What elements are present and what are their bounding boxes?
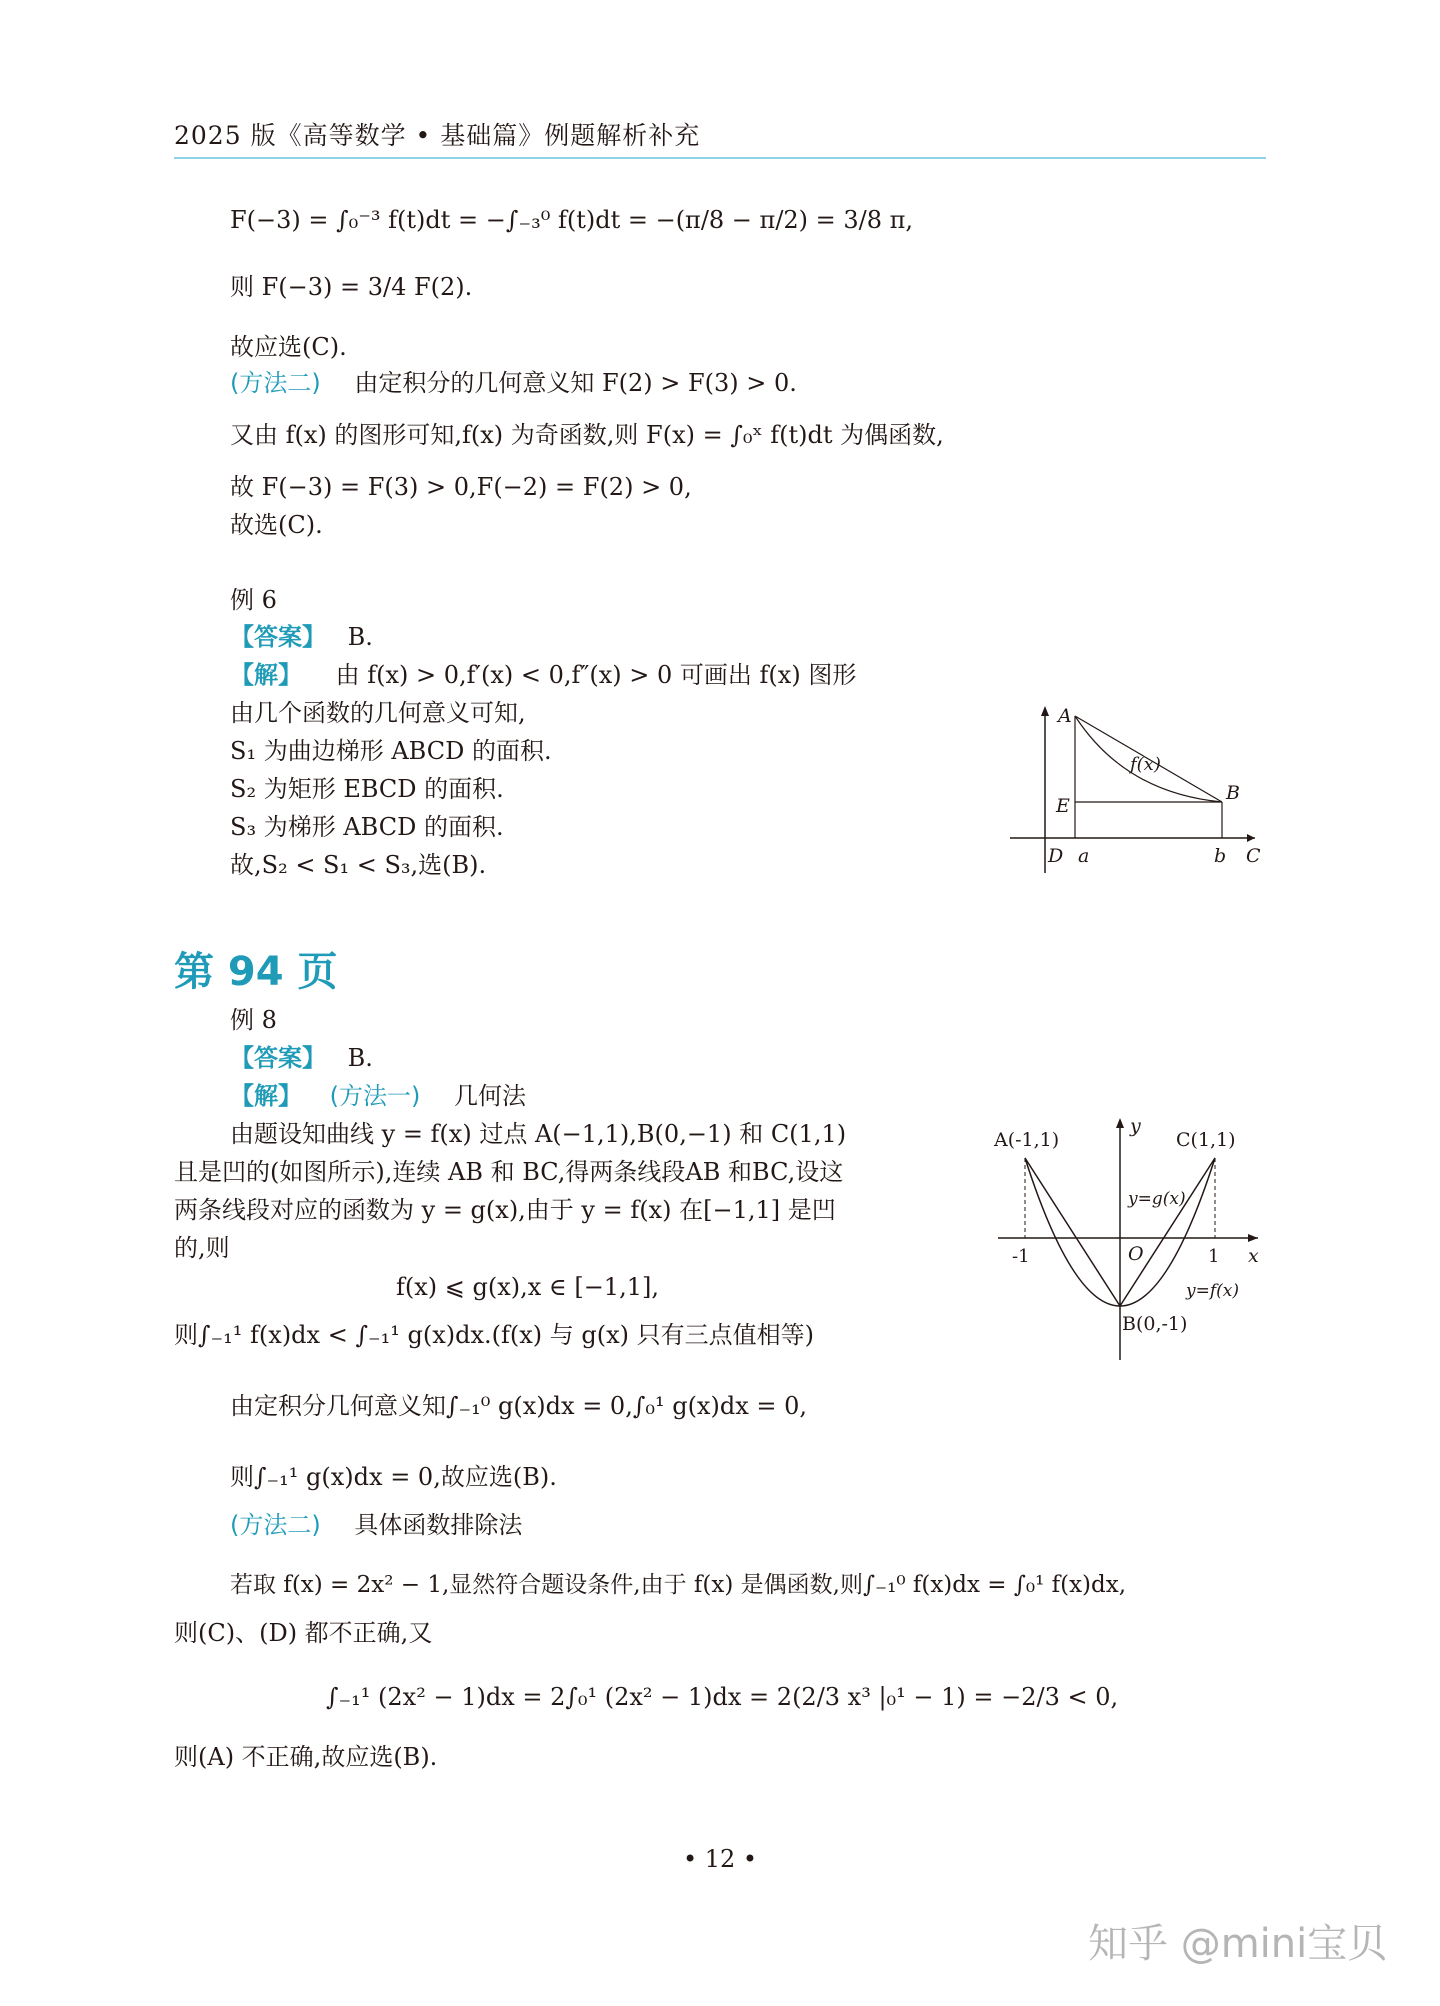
solution-tag: 【解】: [230, 661, 302, 689]
example-6-solution: [230, 658, 856, 692]
label-x: x: [1248, 1245, 1259, 1267]
x-axis-arrow: [1248, 1234, 1258, 1242]
label-C: C: [1246, 845, 1261, 867]
ex8-para-4: 的,则: [174, 1234, 230, 1262]
watermark: 知乎 @mini宝贝: [1088, 1921, 1388, 1967]
y-axis-arrow: [1116, 1118, 1124, 1128]
method-one-name: 几何法: [454, 1082, 527, 1110]
segment-AB: [1025, 1158, 1120, 1306]
odd-function-line: 又由 f(x) 的图形可知,f(x) 为奇函数,则 F(x) = ∫₀ˣ f(t)dt 为偶函数,: [230, 421, 944, 449]
solution-text: 由 f(x) > 0,f′(x) < 0,f″(x) > 0 可画出 f(x) 图形: [335, 661, 857, 689]
ex8-inequality: f(x) ⩽ g(x),x ∈ [−1,1],: [396, 1273, 659, 1301]
example-6-figure: [1000, 698, 1270, 878]
label-C: C(1,1): [1176, 1129, 1236, 1151]
example-8-title: 例 8: [230, 1006, 277, 1034]
ex8-method-two: [230, 1508, 522, 1542]
label-A: A: [1058, 705, 1072, 727]
label-B: B: [1226, 782, 1240, 804]
method-two-tag: (方法二): [230, 369, 321, 397]
ex8-para-1: 由题设知曲线 y = f(x) 过点 A(−1,1),B(0,−1) 和 C(1,1): [230, 1120, 847, 1148]
label-fx: y=f(x): [1186, 1281, 1239, 1301]
ex8-integral-compare: 则∫₋₁¹ f(x)dx < ∫₋₁¹ g(x)dx.(f(x) 与 g(x) 只有三点值相等): [174, 1321, 815, 1349]
ex8-geometric-meaning: 由定积分几何意义知∫₋₁⁰ g(x)dx = 0,∫₀¹ g(x)dx = 0,: [230, 1392, 807, 1420]
ex8-exclude-cd: 则(C)、(D) 都不正确,又: [174, 1619, 433, 1647]
ex8-para-3: 两条线段对应的函数为 y = g(x),由于 y = f(x) 在[−1,1] 是凹: [174, 1196, 836, 1224]
label-E: E: [1056, 795, 1070, 817]
tick-1: 1: [1208, 1246, 1220, 1267]
ex6-line-3: S₁ 为曲边梯形 ABCD 的面积.: [230, 737, 552, 765]
ex6-line-5: S₃ 为梯形 ABCD 的面积.: [230, 813, 504, 841]
method-one-tag: (方法一): [329, 1082, 421, 1110]
method-two-text: 由定积分的几何意义知 F(2) > F(3) > 0.: [354, 369, 797, 397]
answer-tag: 【答案】: [230, 623, 326, 651]
label-fx: f(x): [1130, 754, 1161, 775]
label-A: A(-1,1): [994, 1129, 1060, 1151]
ex8-final-answer: 则(A) 不正确,故应选(B).: [174, 1743, 438, 1771]
ex8-specific-function: 若取 f(x) = 2x² − 1,显然符合题设条件,由于 f(x) 是偶函数,则∫₋₁⁰ f(x)dx = ∫₀¹ f(x)dx,: [230, 1572, 1127, 1598]
example-6-answer: [230, 620, 373, 654]
answer-value: B.: [347, 623, 373, 651]
ex6-line-6: 故,S₂ < S₁ < S₃,选(B).: [230, 851, 487, 879]
y-axis-arrow: [1041, 706, 1049, 716]
header-rule: [174, 157, 1266, 159]
ex8-para-2: 且是凹的(如图所示),连续 AB 和 BC,得两条线段AB 和BC,设这: [174, 1158, 844, 1186]
equation-ratio: 则 F(−3) = 3/4 F(2).: [230, 273, 473, 301]
answer-value: B.: [347, 1044, 373, 1072]
method-two-line: [230, 366, 797, 400]
page-heading: 第 94 页: [174, 949, 338, 995]
equation-F-minus-3: F(−3) = ∫₀⁻³ f(t)dt = −∫₋₃⁰ f(t)dt = −(π/8 − π/2) = 3/8 π,: [230, 206, 914, 234]
ex8-computation: ∫₋₁¹ (2x² − 1)dx = 2∫₀¹ (2x² − 1)dx = 2(2/3 x³ |₀¹ − 1) = −2/3 < 0,: [326, 1683, 1119, 1711]
method-two-tag: (方法二): [230, 1511, 321, 1539]
method-two-name: 具体函数排除法: [354, 1511, 523, 1539]
running-header: 2025 版《高等数学 • 基础篇》例题解析补充: [174, 121, 701, 150]
label-y: y: [1130, 1115, 1141, 1137]
example-8-figure: [990, 1110, 1270, 1370]
label-D: D: [1048, 845, 1064, 867]
label-B: B(0,-1): [1122, 1313, 1188, 1335]
values-line: 故 F(−3) = F(3) > 0,F(−2) = F(2) > 0,: [230, 473, 692, 501]
answer-tag: 【答案】: [230, 1044, 326, 1072]
label-O: O: [1128, 1243, 1144, 1265]
example-8-solution: [230, 1079, 526, 1113]
label-b: b: [1214, 845, 1227, 867]
x-axis-arrow: [1247, 834, 1255, 842]
ex6-line-4: S₂ 为矩形 EBCD 的面积.: [230, 775, 504, 803]
solution-tag: 【解】: [230, 1082, 302, 1110]
tick-minus-1: -1: [1012, 1246, 1030, 1267]
page-number: • 12 •: [682, 1845, 758, 1873]
choice-line: 故选(C).: [230, 511, 323, 539]
example-8-answer: [230, 1041, 373, 1075]
conclusion-line: 故应选(C).: [230, 333, 347, 361]
ex6-line-2: 由几个函数的几何意义可知,: [230, 699, 526, 727]
label-gx: y=g(x): [1128, 1189, 1186, 1209]
ex8-choice-b: 则∫₋₁¹ g(x)dx = 0,故应选(B).: [230, 1463, 557, 1491]
label-a: a: [1078, 845, 1090, 867]
example-6-title: 例 6: [230, 586, 277, 614]
